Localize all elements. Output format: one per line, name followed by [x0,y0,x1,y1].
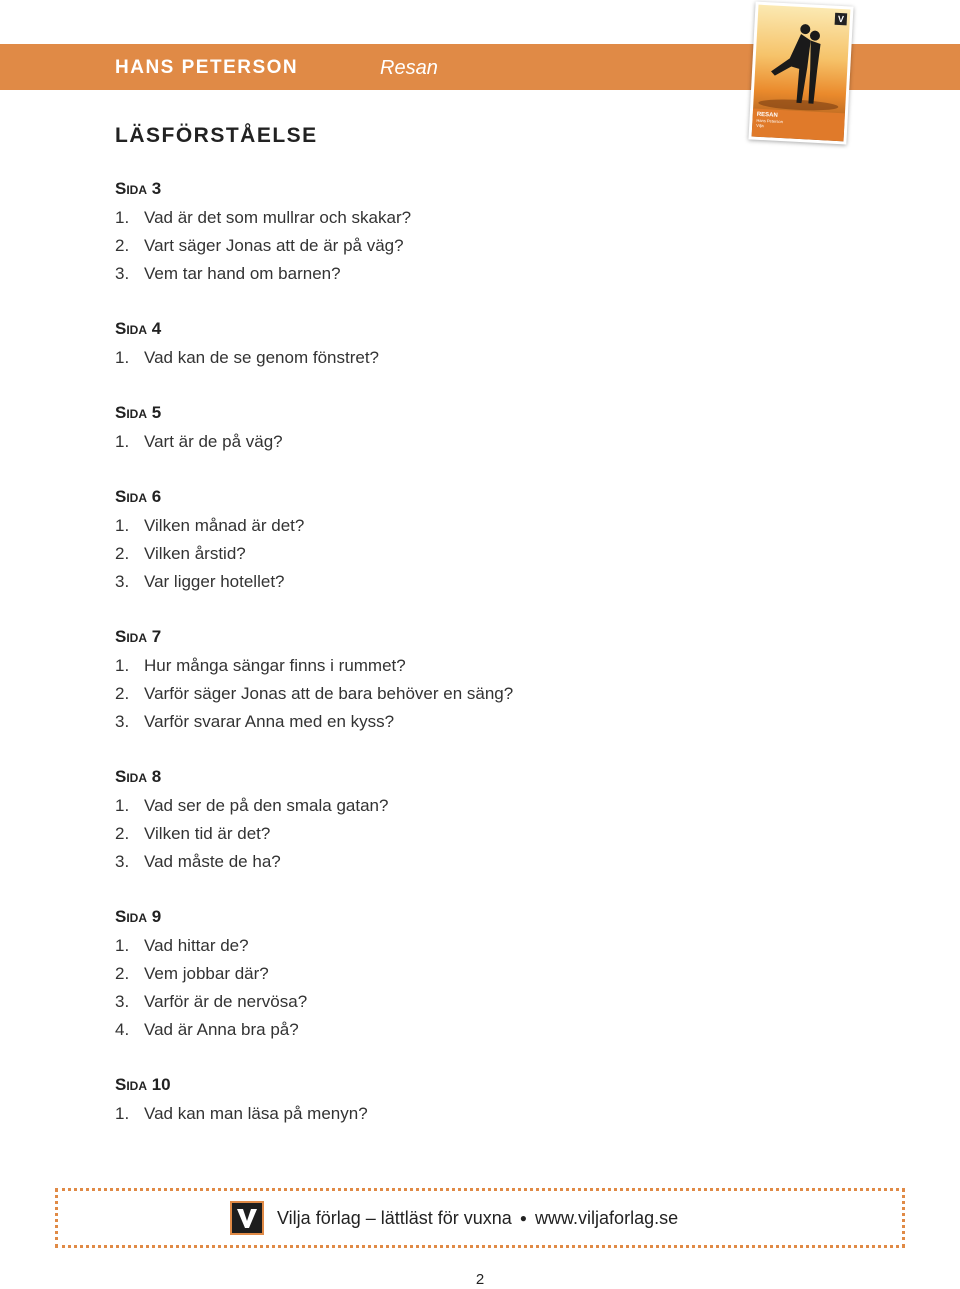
question-item [115,793,715,821]
footer-text [277,1208,678,1229]
question-section [115,1073,715,1129]
question-number: 1. [115,432,130,451]
question-number: 2. [115,236,130,255]
question-text: Vem tar hand om barnen? [144,264,341,283]
question-text: Vart är de på väg? [144,432,283,451]
question-number: 1. [115,348,130,367]
question-item [115,933,715,961]
question-number: 2. [115,684,130,703]
question-item [115,345,715,373]
section-heading: Sida 5 [115,403,162,422]
question-item [115,261,715,289]
question-number: 3. [115,264,130,283]
question-text: Vad hittar de? [144,936,249,955]
question-text: Varför säger Jonas att de bara behöver en säng? [144,684,514,703]
question-text: Var ligger hotellet? [144,572,285,591]
question-item [115,961,715,989]
section-heading: Sida 7 [115,627,162,646]
section-heading: Sida 10 [115,1075,171,1094]
book-title: Resan [380,57,438,79]
question-number: 3. [115,852,130,871]
question-item [115,681,715,709]
question-text: Vad ser de på den smala gatan? [144,796,389,815]
question-number: 1. [115,796,130,815]
vilja-logo-icon [230,1201,264,1235]
question-section [115,177,715,289]
question-number: 3. [115,992,130,1011]
question-section [115,485,715,597]
question-section [115,625,715,737]
question-number: 2. [115,544,130,563]
question-text: Vart säger Jonas att de är på väg? [144,236,404,255]
question-text: Vad är det som mullrar och skakar? [144,208,412,227]
question-number: 1. [115,656,130,675]
question-text: Vem jobbar där? [144,964,269,983]
cover-publisher: Vilja [756,122,764,129]
question-section [115,401,715,457]
section-title: LÄSFÖRSTÅELSE [115,124,318,147]
question-text: Hur många sängar finns i rummet? [144,656,406,675]
question-text: Vad är Anna bra på? [144,1020,299,1039]
cover-title: RESAN [756,111,778,119]
question-number: 2. [115,964,130,983]
cover-logo-icon: V [835,13,848,26]
section-heading: Sida 9 [115,907,162,926]
question-item [115,1101,715,1129]
section-heading: Sida 8 [115,767,162,786]
question-item [115,569,715,597]
question-number: 2. [115,824,130,843]
question-item [115,653,715,681]
question-text: Vilken tid är det? [144,824,271,843]
question-number: 1. [115,1104,130,1123]
question-text: Vilken månad är det? [144,516,305,535]
question-section [115,765,715,877]
question-number: 1. [115,516,130,535]
bullet-separator: ● [519,1211,528,1225]
section-heading: Sida 6 [115,487,162,506]
question-number: 1. [115,936,130,955]
question-item [115,233,715,261]
question-item [115,1017,715,1045]
question-number: 3. [115,572,130,591]
question-list [115,177,715,1157]
question-text: Vad kan man läsa på menyn? [144,1104,368,1123]
question-section [115,905,715,1045]
question-section [115,317,715,373]
question-number: 3. [115,712,130,731]
question-item [115,709,715,737]
question-item [115,989,715,1017]
question-item [115,205,715,233]
question-text: Vilken årstid? [144,544,246,563]
question-item [115,513,715,541]
section-heading: Sida 3 [115,179,162,198]
website-link[interactable]: www.viljaforlag.se [535,1208,679,1228]
question-text: Varför är de nervösa? [144,992,308,1011]
page-number: 2 [475,1271,485,1288]
question-text: Varför svarar Anna med en kyss? [144,712,395,731]
cover-title-block [752,109,845,142]
question-number: 1. [115,208,130,227]
question-item [115,849,715,877]
question-item [115,541,715,569]
question-item [115,429,715,457]
question-number: 4. [115,1020,130,1039]
publisher-text: Vilja förlag – lättläst för vuxna [277,1208,512,1228]
question-item [115,821,715,849]
cover-subtitle: Hans Peterson [756,117,784,125]
question-text: Vad kan de se genom fönstret? [144,348,380,367]
question-text: Vad måste de ha? [144,852,281,871]
book-cover [748,2,853,145]
section-heading: Sida 4 [115,319,162,338]
author-name: HANS PETERSON [115,57,299,78]
